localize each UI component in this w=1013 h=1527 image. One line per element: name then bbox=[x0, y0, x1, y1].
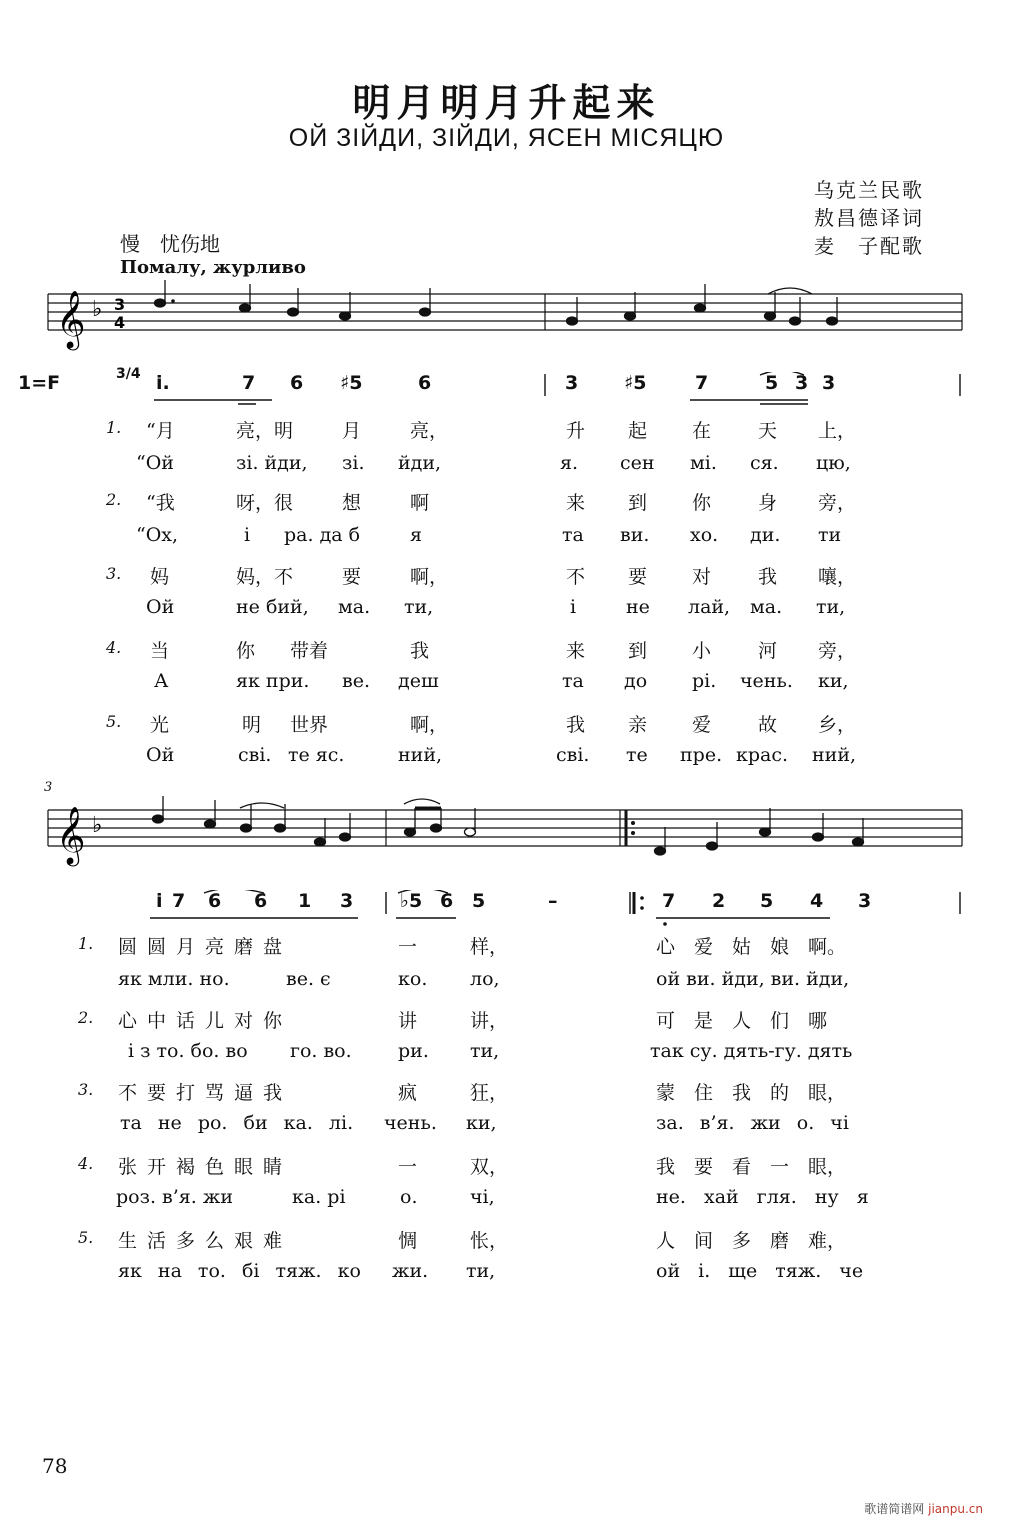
lyric: 对 bbox=[692, 566, 712, 588]
lyric: 光 bbox=[150, 714, 170, 736]
music-staff-1 bbox=[0, 280, 1013, 360]
verse-number: 2. bbox=[78, 1008, 94, 1027]
lyric: “我 bbox=[146, 492, 175, 514]
verse-number: 2. bbox=[106, 490, 122, 509]
lyric: ти, bbox=[466, 1260, 496, 1282]
lyric: та bbox=[562, 524, 584, 546]
lyric: 要 bbox=[628, 566, 648, 588]
verse-number: 1. bbox=[106, 418, 122, 437]
lyric: ний, bbox=[812, 744, 857, 766]
watermark-site: 歌谱简谱网 bbox=[864, 1502, 925, 1516]
lyric: 要 bbox=[342, 566, 362, 588]
svg-text:♭: ♭ bbox=[92, 297, 103, 322]
jianpu-row-2 bbox=[0, 890, 1013, 930]
lyric: те яс. bbox=[288, 744, 345, 766]
lyric: 故 bbox=[758, 714, 778, 736]
jianpu-note: 7 bbox=[695, 372, 709, 394]
lyric: 在 bbox=[692, 420, 712, 442]
lyric: сві. bbox=[556, 744, 590, 766]
jianpu-note: i bbox=[156, 890, 163, 912]
jianpu-note: 7 bbox=[242, 372, 256, 394]
verse-number: 5. bbox=[106, 712, 122, 731]
lyric: за. в’я. жи о. чі bbox=[656, 1112, 849, 1134]
song-title: 明月明月升起来 bbox=[352, 80, 661, 125]
lyric: 一 bbox=[398, 936, 418, 958]
lyric: 上， bbox=[818, 420, 857, 442]
jianpu-note: 7 bbox=[172, 890, 186, 912]
lyric: 当 bbox=[150, 640, 170, 662]
lyric: рі. bbox=[692, 670, 717, 692]
lyric: не bbox=[626, 596, 650, 618]
jianpu-note: 6 bbox=[254, 890, 268, 912]
lyric: 旁， bbox=[818, 640, 857, 662]
lyric: та не ро. би ка. лі. bbox=[120, 1112, 354, 1134]
time-signature: 3/4 bbox=[116, 366, 141, 382]
lyric: 怅， bbox=[470, 1230, 509, 1252]
song-subtitle: ОЙ ЗІЙДИ, ЗІЙДИ, ЯСЕН МІСЯЦЮ bbox=[288, 124, 725, 152]
lyric: ки, bbox=[466, 1112, 497, 1134]
jianpu-lines-1 bbox=[0, 372, 1013, 412]
lyric: 你 bbox=[236, 640, 256, 662]
lyric: роз. в’я. жи bbox=[116, 1186, 233, 1208]
lyric: 明 bbox=[242, 714, 262, 736]
lyric: 张开褐色眼睛 bbox=[118, 1156, 293, 1178]
lyric: 讲， bbox=[470, 1010, 509, 1032]
lyric: до bbox=[624, 670, 648, 692]
lyric: го. во. bbox=[290, 1040, 352, 1062]
verse-number: 5. bbox=[78, 1228, 94, 1247]
lyric: 讲 bbox=[398, 1010, 418, 1032]
verse-number: 3. bbox=[78, 1080, 94, 1099]
lyric: 狂， bbox=[470, 1082, 509, 1104]
lyric: 不 bbox=[566, 566, 586, 588]
lyric: 身 bbox=[758, 492, 778, 514]
lyric: так су. дять-гу. дять bbox=[650, 1040, 853, 1062]
jianpu-note: 3 bbox=[858, 890, 872, 912]
lyric: чі, bbox=[470, 1186, 495, 1208]
lyric: ди. bbox=[750, 524, 781, 546]
lyric: я. bbox=[560, 452, 579, 474]
key-signature: 1=F bbox=[18, 372, 61, 394]
lyric: 啊， bbox=[410, 566, 449, 588]
credit-origin: 乌克兰民歌 bbox=[814, 178, 924, 202]
jianpu-note: 1 bbox=[298, 890, 312, 912]
lyric: зі. йди, bbox=[236, 452, 308, 474]
lyric: 带着 bbox=[290, 640, 329, 662]
lyric: ти bbox=[818, 524, 842, 546]
lyric: цю, bbox=[816, 452, 851, 474]
lyric: 到 bbox=[628, 492, 648, 514]
treble-clef-icon: 𝄞 bbox=[56, 290, 86, 348]
lyric: 我 要 看 一 眼， bbox=[656, 1156, 847, 1178]
lyric: ой і. ще тяж. че bbox=[656, 1260, 864, 1282]
verse-number: 4. bbox=[78, 1154, 94, 1173]
lyric: 天 bbox=[758, 420, 778, 442]
lyric: 我 bbox=[410, 640, 430, 662]
page-number: 78 bbox=[42, 1454, 68, 1478]
lyric: 惆 bbox=[398, 1230, 418, 1252]
jianpu-note: ♭5 bbox=[400, 890, 423, 912]
lyric: 月 bbox=[342, 420, 362, 442]
credit-translator: 敖昌德译词 bbox=[814, 206, 924, 230]
lyric: 世界 bbox=[290, 714, 329, 736]
jianpu-note: 6 bbox=[418, 372, 432, 394]
lyric: і bbox=[570, 596, 577, 618]
music-staff-2 bbox=[0, 796, 1013, 876]
lyric: 河 bbox=[758, 640, 778, 662]
lyric: жи. bbox=[392, 1260, 429, 1282]
lyric: ви. bbox=[620, 524, 650, 546]
lyric: 圆圆月亮磨盘 bbox=[118, 936, 293, 958]
lyric: 可 是 人 们 哪 bbox=[656, 1010, 828, 1032]
jianpu-lines-2 bbox=[0, 890, 1013, 930]
lyric: ма. bbox=[750, 596, 783, 618]
lyric: ний, bbox=[398, 744, 443, 766]
lyric: ве. є bbox=[286, 968, 331, 990]
verse-number: 3. bbox=[106, 564, 122, 583]
lyric: “月 bbox=[146, 420, 175, 442]
lyric: 心 爱 姑 娘 啊。 bbox=[656, 936, 847, 958]
jianpu-note: 6 bbox=[290, 372, 304, 394]
lyric: як мли. но. bbox=[118, 968, 230, 990]
watermark-domain: jianpu.cn bbox=[928, 1502, 983, 1516]
lyric: сен bbox=[620, 452, 655, 474]
lyric: 呀，很 bbox=[236, 492, 294, 514]
lyric: 乡， bbox=[818, 714, 857, 736]
lyric: ой ви. йди, ви. йди, bbox=[656, 968, 850, 990]
lyric: ри. bbox=[398, 1040, 429, 1062]
lyric: 来 bbox=[566, 492, 586, 514]
lyric: 亮，明 bbox=[236, 420, 294, 442]
lyric: ра. да б bbox=[284, 524, 361, 546]
lyric: 你 bbox=[692, 492, 712, 514]
jianpu-row-1 bbox=[0, 366, 1013, 412]
lyric: зі. bbox=[342, 452, 365, 474]
lyric: “Ох, bbox=[136, 524, 179, 546]
jianpu-note: 5 bbox=[760, 890, 774, 912]
lyric: пре. bbox=[680, 744, 723, 766]
lyric: деш bbox=[398, 670, 439, 692]
jianpu-note: 2 bbox=[712, 890, 726, 912]
lyric: крас. bbox=[736, 744, 789, 766]
lyric: 起 bbox=[628, 420, 648, 442]
jianpu-note: ♯5 bbox=[340, 372, 363, 394]
jianpu-note: 3 bbox=[795, 372, 809, 394]
lyric: як при. bbox=[236, 670, 310, 692]
svg-text:♭: ♭ bbox=[92, 813, 103, 838]
lyric: 亲 bbox=[628, 714, 648, 736]
lyric: ки, bbox=[818, 670, 849, 692]
lyric: 疯 bbox=[398, 1082, 418, 1104]
lyric: 样， bbox=[470, 936, 509, 958]
lyric: чень. bbox=[384, 1112, 437, 1134]
lyric: як на то. бі тяж. ко bbox=[118, 1260, 361, 1282]
jianpu-note: 7 bbox=[662, 890, 676, 912]
verse-number: 4. bbox=[106, 638, 122, 657]
lyric: і з то. бо. во bbox=[128, 1040, 248, 1062]
lyric: ти, bbox=[816, 596, 846, 618]
lyric: ма. bbox=[338, 596, 371, 618]
lyric: ко. bbox=[398, 968, 428, 990]
jianpu-note: 6 bbox=[440, 890, 454, 912]
jianpu-note: – bbox=[548, 890, 558, 912]
lyric: Ой bbox=[146, 744, 175, 766]
lyric: 爱 bbox=[692, 714, 712, 736]
lyric: 啊 bbox=[410, 492, 430, 514]
lyric: 升 bbox=[566, 420, 586, 442]
lyric: я bbox=[410, 524, 422, 546]
lyric: 旁， bbox=[818, 492, 857, 514]
lyric: 不要打骂逼我 bbox=[118, 1082, 293, 1104]
lyric: 生活多么艰难 bbox=[118, 1230, 293, 1252]
credit-arranger: 麦 子配歌 bbox=[814, 234, 924, 258]
lyric: 妈，不 bbox=[236, 566, 294, 588]
lyric: 想 bbox=[342, 492, 362, 514]
jianpu-note: ♯5 bbox=[624, 372, 647, 394]
lyric: 到 bbox=[628, 640, 648, 662]
lyric: ти, bbox=[470, 1040, 500, 1062]
lyric: 亮， bbox=[410, 420, 449, 442]
jianpu-note: 3 bbox=[565, 372, 579, 394]
lyric: ло, bbox=[470, 968, 500, 990]
lyric: ве. bbox=[342, 670, 370, 692]
lyric: А bbox=[154, 670, 169, 692]
lyric: 啊， bbox=[410, 714, 449, 736]
lyric: о. bbox=[400, 1186, 418, 1208]
lyric: та bbox=[562, 670, 584, 692]
lyric: сві. bbox=[238, 744, 272, 766]
tempo-chinese: 慢 忧伤地 bbox=[120, 232, 220, 256]
lyric: ка. рі bbox=[292, 1186, 346, 1208]
lyric: 人 间 多 磨 难， bbox=[656, 1230, 847, 1252]
lyric: ся. bbox=[750, 452, 779, 474]
svg-text:3: 3 bbox=[114, 295, 126, 314]
lyric: 我 bbox=[566, 714, 586, 736]
jianpu-note: 5 bbox=[765, 372, 779, 394]
lyric: мі. bbox=[690, 452, 717, 474]
lyric: йди, bbox=[398, 452, 442, 474]
verse-number: 1. bbox=[78, 934, 94, 953]
lyric: хо. bbox=[690, 524, 719, 546]
lyric: “Ой bbox=[136, 452, 174, 474]
lyric: лай, bbox=[688, 596, 731, 618]
jianpu-note: 3 bbox=[822, 372, 836, 394]
jianpu-note: 3 bbox=[340, 890, 354, 912]
lyric: 嚷， bbox=[818, 566, 857, 588]
svg-text:4: 4 bbox=[114, 313, 126, 332]
lyric: чень. bbox=[740, 670, 793, 692]
lyric: 来 bbox=[566, 640, 586, 662]
jianpu-note: 6 bbox=[208, 890, 222, 912]
lyric: Ой bbox=[146, 596, 175, 618]
lyric: те bbox=[626, 744, 648, 766]
lyric: не бий, bbox=[236, 596, 309, 618]
lyric: 我 bbox=[758, 566, 778, 588]
lyric: 心中话儿对你 bbox=[118, 1010, 293, 1032]
jianpu-note: i. bbox=[156, 372, 170, 394]
treble-clef-icon: 𝄞 bbox=[56, 806, 86, 864]
jianpu-note: 4 bbox=[810, 890, 824, 912]
lyric: 妈 bbox=[150, 566, 170, 588]
lyric: 小 bbox=[692, 640, 712, 662]
jianpu-note: 5 bbox=[472, 890, 486, 912]
watermark bbox=[864, 1500, 983, 1517]
lyric: 一 bbox=[398, 1156, 418, 1178]
lyric: 蒙 住 我 的 眼， bbox=[656, 1082, 847, 1104]
measure-number: 3 bbox=[44, 780, 53, 795]
lyric: 双， bbox=[470, 1156, 509, 1178]
lyric: ти, bbox=[404, 596, 434, 618]
lyric: не. хай гля. ну я bbox=[656, 1186, 869, 1208]
tempo-ukrainian: Помалу, журливо bbox=[120, 257, 306, 278]
lyric: і bbox=[244, 524, 251, 546]
